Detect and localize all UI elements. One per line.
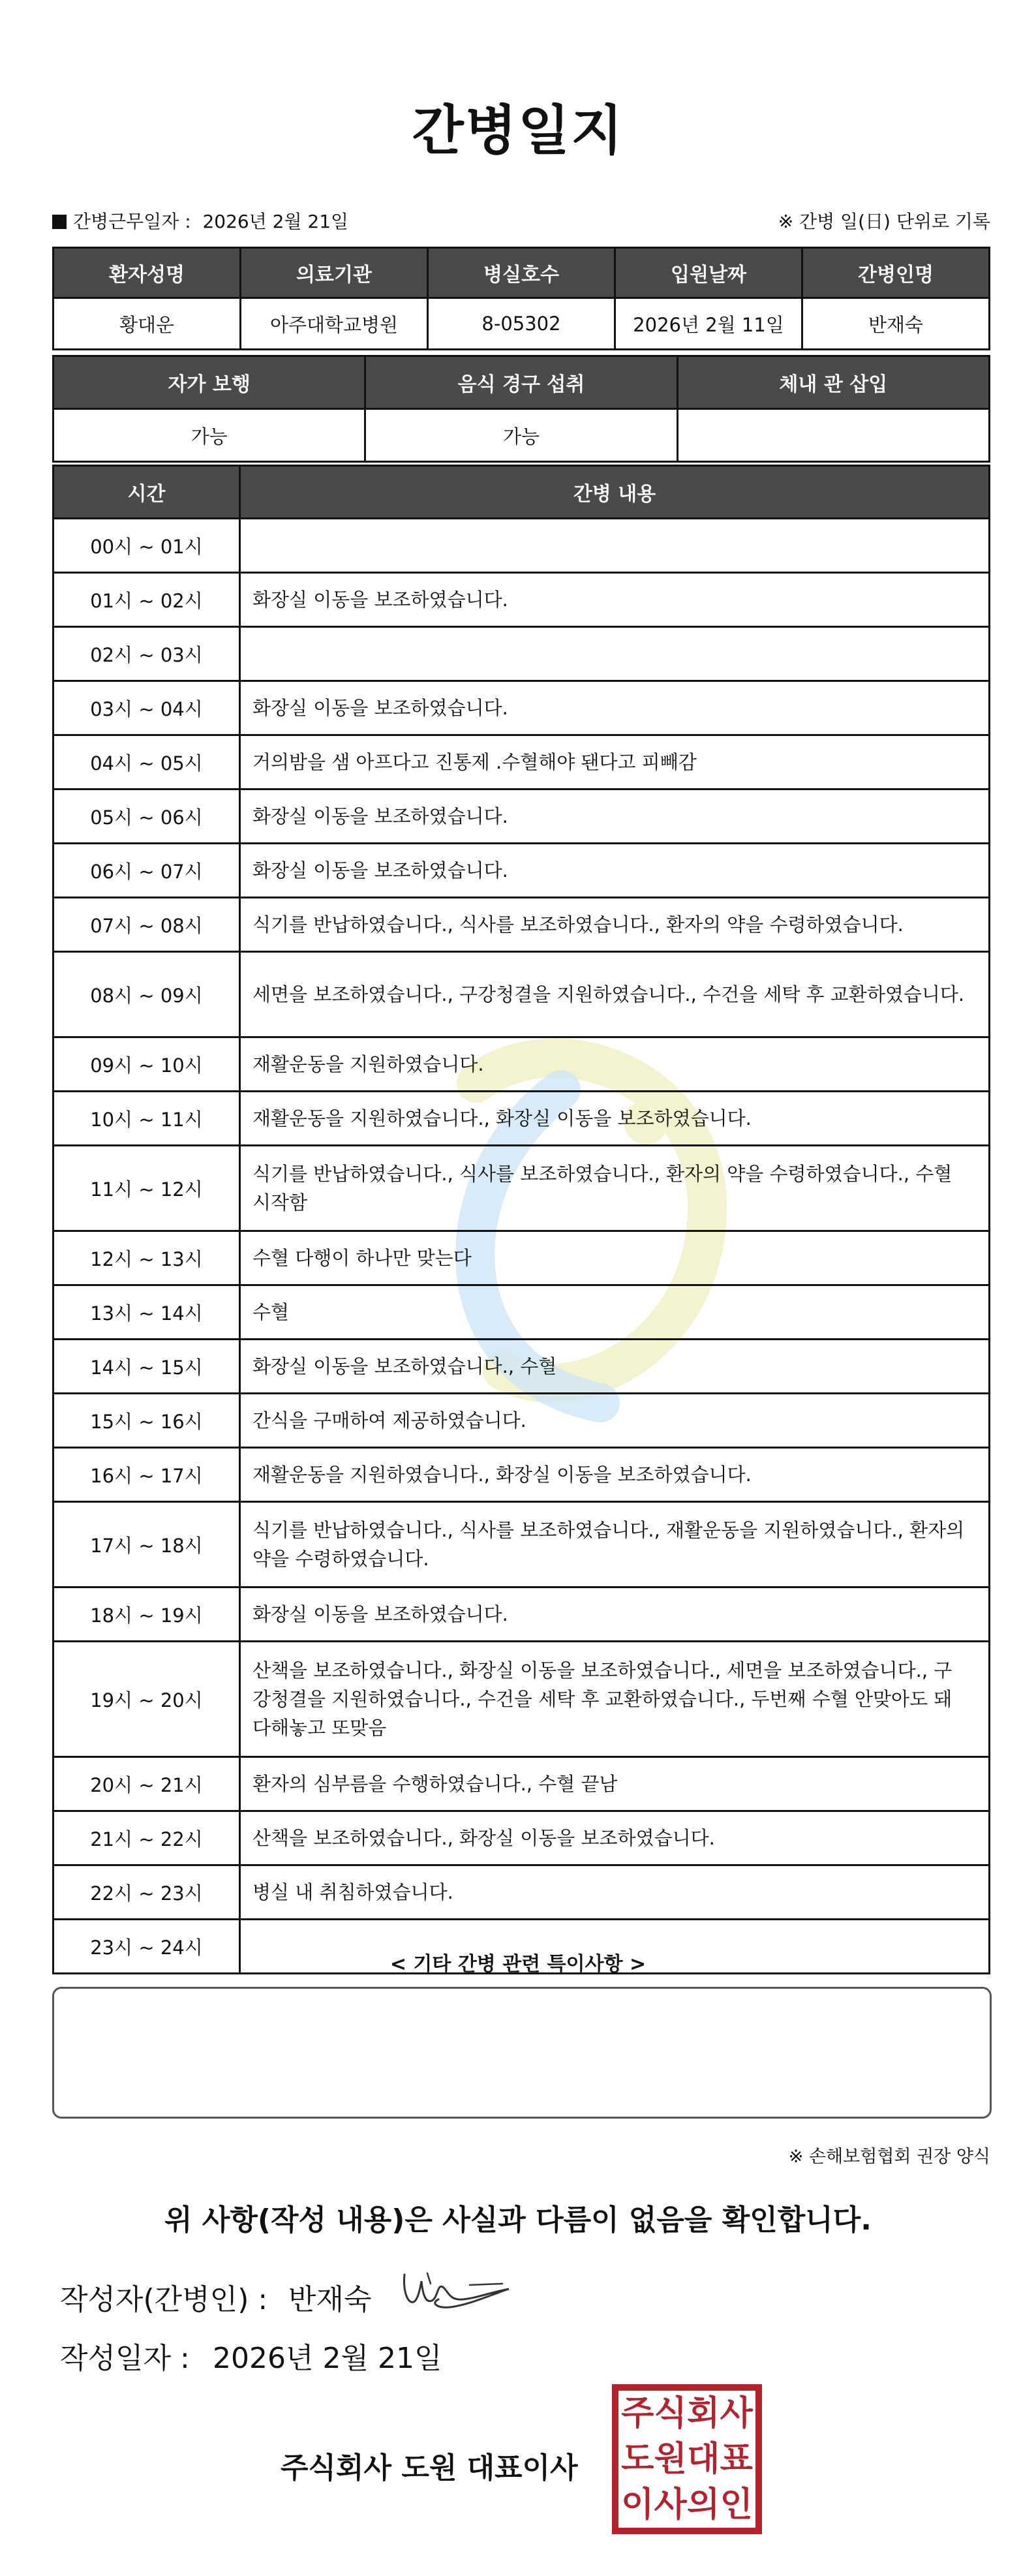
care-log-content: 화장실 이동을 보조하였습니다. xyxy=(240,573,990,627)
header-room: 병실호수 xyxy=(428,248,615,298)
header-oral-intake: 음식 경구 섭취 xyxy=(365,356,677,409)
care-log-content: 산책을 보조하였습니다., 화장실 이동을 보조하였습니다., 세면을 보조하였습니다., 구강청결을 지원하였습니다., 수건을 세탁 후 교환하였습니다., 두번째 수혈 안맞아도 돼다해놓고 또맞음 xyxy=(240,1642,990,1757)
seal-glyph: 이 xyxy=(621,2485,654,2524)
caregiver-name: 반재숙 xyxy=(802,298,990,350)
care-log-row xyxy=(53,1340,990,1394)
care-log-header-row xyxy=(53,466,990,519)
care-log-time: 05시 ~ 06시 xyxy=(53,790,240,844)
care-log-content: 식기를 반납하였습니다., 식사를 보조하였습니다., 환자의 약을 수령하였습니다. xyxy=(240,898,990,952)
care-log-row xyxy=(53,898,990,952)
care-log-row xyxy=(53,735,990,790)
care-log-content: 수혈 xyxy=(240,1285,990,1340)
care-log-time: 06시 ~ 07시 xyxy=(53,844,240,898)
care-log-time: 08시 ~ 09시 xyxy=(53,952,240,1037)
care-log-row xyxy=(53,1642,990,1757)
care-log-time: 16시 ~ 17시 xyxy=(53,1448,240,1502)
page-title: 간병일지 xyxy=(412,100,624,162)
care-log-content: 재활운동을 지원하였습니다., 화장실 이동을 보조하였습니다. xyxy=(240,1092,990,1146)
special-notes-box xyxy=(52,1987,992,2119)
header-time: 시간 xyxy=(53,466,240,519)
care-log-row xyxy=(53,519,990,573)
square-bullet-icon xyxy=(52,215,67,229)
header-care-content: 간병 내용 xyxy=(240,466,990,519)
care-log-time: 09시 ~ 10시 xyxy=(53,1037,240,1092)
seal-row xyxy=(618,2482,755,2528)
care-log-time: 04시 ~ 05시 xyxy=(53,735,240,790)
care-log-time: 00시 ~ 01시 xyxy=(53,519,240,573)
admission-date: 2026년 2월 11일 xyxy=(615,298,802,350)
hospital-name: 아주대학교병원 xyxy=(241,298,428,350)
care-log-row xyxy=(53,627,990,681)
care-log-row xyxy=(53,1811,990,1865)
care-log-time: 14시 ~ 15시 xyxy=(53,1340,240,1394)
care-log-time: 23시 ~ 24시 xyxy=(53,1920,240,1974)
seal-row xyxy=(618,2436,755,2482)
care-log-content: 화장실 이동을 보조하였습니다., 수혈 xyxy=(240,1340,990,1394)
header-tube-insertion: 체내 관 삽입 xyxy=(677,356,989,409)
care-log-content: 화장실 이동을 보조하였습니다. xyxy=(240,790,990,844)
header-caregiver: 간병인명 xyxy=(802,248,990,298)
care-log-time: 19시 ~ 20시 xyxy=(53,1642,240,1757)
care-log-content: 화장실 이동을 보조하였습니다. xyxy=(240,1587,990,1642)
patient-ability-table xyxy=(52,355,990,463)
seal-glyph: 인 xyxy=(720,2485,753,2524)
self-walking-value: 가능 xyxy=(53,409,365,462)
record-unit-note: ※ 간병 일(日) 단위로 기록 xyxy=(778,211,990,232)
seal-glyph: 회 xyxy=(687,2394,720,2433)
header-hospital: 의료기관 xyxy=(241,248,428,298)
care-log-content: 식기를 반납하였습니다., 식사를 보조하였습니다., 재활운동을 지원하였습니다., 환자의 약을 수령하였습니다. xyxy=(240,1502,990,1587)
care-log-row xyxy=(53,681,990,735)
care-log-row xyxy=(53,844,990,898)
work-date-value: 2026년 2월 21일 xyxy=(202,211,349,232)
care-log-content: 화장실 이동을 보조하였습니다. xyxy=(240,681,990,735)
care-log-time: 10시 ~ 11시 xyxy=(53,1092,240,1146)
care-log-row xyxy=(53,790,990,844)
work-date-label: 간병근무일자 : xyxy=(73,211,191,232)
confirmation-statement: 위 사항(작성 내용)은 사실과 다름이 없음을 확인합니다. xyxy=(164,2203,872,2237)
care-log-row xyxy=(53,1146,990,1231)
work-date-line xyxy=(52,207,348,234)
care-log-content: 화장실 이동을 보조하였습니다. xyxy=(240,844,990,898)
care-log-time: 11시 ~ 12시 xyxy=(53,1146,240,1231)
care-log-time: 07시 ~ 08시 xyxy=(53,898,240,952)
care-log-time: 22시 ~ 23시 xyxy=(53,1865,240,1920)
written-date-label: 작성일자 : xyxy=(60,2342,190,2375)
seal-glyph: 주 xyxy=(621,2394,654,2433)
care-log-content: 재활운동을 지원하였습니다., 화장실 이동을 보조하였습니다. xyxy=(240,1448,990,1502)
care-log-time: 21시 ~ 22시 xyxy=(53,1811,240,1865)
seal-glyph: 표 xyxy=(720,2440,753,2479)
seal-glyph: 원 xyxy=(654,2440,687,2479)
care-log-row xyxy=(53,1231,990,1285)
care-log-content: 수혈 다행이 하나만 맞는다 xyxy=(240,1231,990,1285)
care-log-row xyxy=(53,1092,990,1146)
care-log-content: 산책을 보조하였습니다., 화장실 이동을 보조하였습니다. xyxy=(240,1811,990,1865)
care-log-row xyxy=(53,1865,990,1920)
care-log-time: 13시 ~ 14시 xyxy=(53,1285,240,1340)
care-log-content xyxy=(240,627,990,681)
care-log-body xyxy=(53,519,990,1974)
seal-glyph: 식 xyxy=(654,2394,687,2433)
patient-info-table xyxy=(52,247,990,350)
care-log-row xyxy=(53,573,990,627)
care-log-time: 15시 ~ 16시 xyxy=(53,1394,240,1448)
special-notes-title: < 기타 간병 관련 특이사항 > xyxy=(389,1953,647,1976)
care-log-content: 거의밤을 샘 아프다고 진통제 .수혈해야 됀다고 피빼감 xyxy=(240,735,990,790)
care-log-time: 17시 ~ 18시 xyxy=(53,1502,240,1587)
patient-header-row xyxy=(53,248,990,298)
patient-value-row xyxy=(53,298,990,350)
care-log-row xyxy=(53,1285,990,1340)
tube-insertion-value xyxy=(677,409,989,462)
care-log-content: 병실 내 취침하였습니다. xyxy=(240,1865,990,1920)
care-log-content: 간식을 구매하여 제공하였습니다. xyxy=(240,1394,990,1448)
care-log-content xyxy=(240,519,990,573)
ability-value-row xyxy=(53,409,990,462)
care-log-time: 01시 ~ 02시 xyxy=(53,573,240,627)
header-admission-date: 입원날짜 xyxy=(615,248,802,298)
writer-label: 작성자(간병인) : xyxy=(60,2283,268,2316)
room-number: 8-05302 xyxy=(428,298,615,350)
oral-intake-value: 가능 xyxy=(365,409,677,462)
seal-glyph: 사 xyxy=(720,2394,753,2433)
care-log-row xyxy=(53,1394,990,1448)
seal-row xyxy=(618,2391,755,2436)
care-log-content: 환자의 심부름을 수행하였습니다., 수혈 끝남 xyxy=(240,1757,990,1811)
header-patient-name: 환자성명 xyxy=(53,248,241,298)
care-log-row xyxy=(53,1502,990,1587)
patient-name: 황대운 xyxy=(53,298,241,350)
care-log-time: 02시 ~ 03시 xyxy=(53,627,240,681)
ability-header-row xyxy=(53,356,990,409)
handwritten-signature xyxy=(391,2262,522,2314)
care-log-table xyxy=(52,465,990,1974)
care-log-row xyxy=(53,952,990,1037)
care-log-content: 식기를 반납하였습니다., 식사를 보조하였습니다., 환자의 약을 수령하였습니다., 수혈시작함 xyxy=(240,1146,990,1231)
care-log-row xyxy=(53,1037,990,1092)
company-seal-stamp xyxy=(612,2384,762,2534)
seal-glyph: 의 xyxy=(687,2485,720,2524)
header-self-walking: 자가 보행 xyxy=(53,356,365,409)
care-log-time: 20시 ~ 21시 xyxy=(53,1757,240,1811)
company-representative: 주식회사 도원 대표이사 xyxy=(281,2451,578,2485)
seal-glyph: 사 xyxy=(654,2485,687,2524)
recommended-form-note: ※ 손해보험협회 권장 양식 xyxy=(788,2147,990,2167)
care-log-time: 03시 ~ 04시 xyxy=(53,681,240,735)
care-log-row xyxy=(53,1448,990,1502)
care-log-content: 재활운동을 지원하였습니다. xyxy=(240,1037,990,1092)
care-log-time: 18시 ~ 19시 xyxy=(53,1587,240,1642)
care-log-row xyxy=(53,1757,990,1811)
seal-glyph: 도 xyxy=(621,2440,654,2479)
writer-name: 반재숙 xyxy=(288,2283,372,2316)
seal-glyph: 대 xyxy=(687,2440,720,2479)
care-log-row xyxy=(53,1587,990,1642)
care-log-content: 세면을 보조하였습니다., 구강청결을 지원하였습니다., 수건을 세탁 후 교환하였습니다. xyxy=(240,952,990,1037)
written-date-value: 2026년 2월 21일 xyxy=(213,2342,442,2375)
care-log-time: 12시 ~ 13시 xyxy=(53,1231,240,1285)
